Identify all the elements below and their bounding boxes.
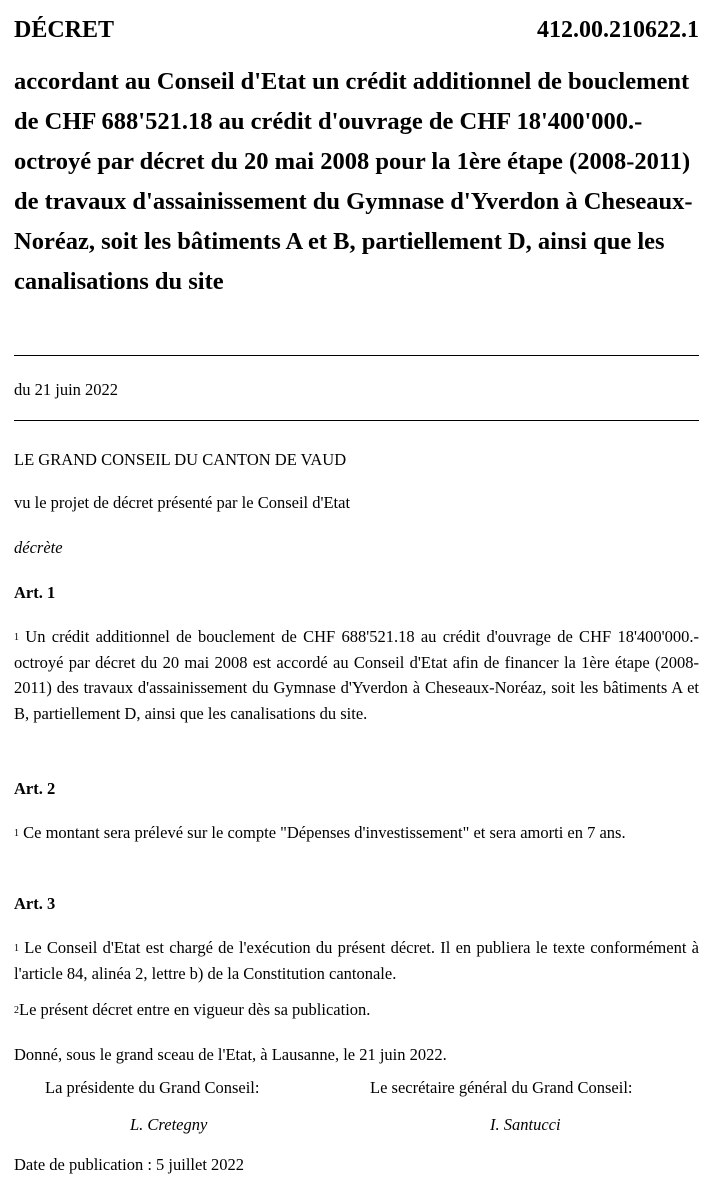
article-paragraph bbox=[14, 935, 699, 986]
decree-number: 412.00.210622.1 bbox=[537, 17, 699, 43]
right-signatory-name: I. Santucci bbox=[490, 1115, 561, 1134]
left-signatory-title: La présidente du Grand Conseil: bbox=[45, 1078, 260, 1097]
article-paragraph bbox=[14, 820, 699, 846]
decree-type: DÉCRET bbox=[14, 17, 115, 43]
article-paragraph bbox=[14, 997, 699, 1023]
decree-word: décrète bbox=[14, 538, 63, 557]
decree-subject: accordant au Conseil d'Etat un crédit additionnel de bouclement de CHF 688'521.18 au crédit d'ouvrage de CHF 18'400'000.- octroyé par décret du 20 mai 2008 pour la 1ère étape (2008-2011) de travaux d'assainissement du Gymnase d'Yverdon à Cheseaux-Noréaz, soit les bâtiments A et B, partiellement D, ainsi que les canalisations du site bbox=[14, 68, 693, 295]
paragraph-number: 2 bbox=[14, 1005, 19, 1016]
right-signatory-title: Le secrétaire général du Grand Conseil: bbox=[370, 1078, 633, 1097]
divider bbox=[14, 355, 699, 356]
paragraph-text: Le présent décret entre en vigueur dès sa publication. bbox=[19, 1000, 371, 1019]
divider bbox=[14, 420, 699, 421]
given-statement: Donné, sous le grand sceau de l'Etat, à Lausanne, le 21 juin 2022. bbox=[14, 1045, 447, 1064]
decree-header bbox=[14, 17, 699, 47]
paragraph-number: 1 bbox=[14, 828, 19, 839]
paragraph-text: Ce montant sera prélevé sur le compte "Dépenses d'investissement" et sera amorti en 7 ans. bbox=[23, 823, 626, 842]
article-title: Art. 3 bbox=[14, 894, 56, 913]
decree-date: du 21 juin 2022 bbox=[14, 380, 119, 399]
paragraph-text: Un crédit additionnel de bouclement de CHF 688'521.18 au crédit d'ouvrage de CHF 18'400'000.- octroyé par décret du 20 mai 2008 est accordé au Conseil d'Etat afin de financer la 1ère étape (2008-2011) des travaux d'assainissement du Gymnase d'Yverdon à Cheseaux-Noréaz, soit les bâtiments A et B, partiellement D, ainsi que les canalisations du site. bbox=[14, 627, 700, 723]
paragraph-number: 1 bbox=[14, 632, 19, 643]
publication-date: Date de publication : 5 juillet 2022 bbox=[14, 1155, 245, 1174]
preamble: vu le projet de décret présenté par le Conseil d'Etat bbox=[14, 493, 351, 512]
authority: LE GRAND CONSEIL DU CANTON DE VAUD bbox=[14, 450, 347, 469]
article-title: Art. 2 bbox=[14, 779, 56, 798]
left-signatory-name: L. Cretegny bbox=[130, 1115, 208, 1134]
article-paragraph bbox=[14, 624, 699, 726]
paragraph-number: 1 bbox=[14, 943, 19, 954]
article-title: Art. 1 bbox=[14, 583, 56, 602]
paragraph-text: Le Conseil d'Etat est chargé de l'exécution du présent décret. Il en publiera le texte conformément à l'article 84, alinéa 2, lettre b) de la Constitution cantonale. bbox=[14, 938, 699, 983]
